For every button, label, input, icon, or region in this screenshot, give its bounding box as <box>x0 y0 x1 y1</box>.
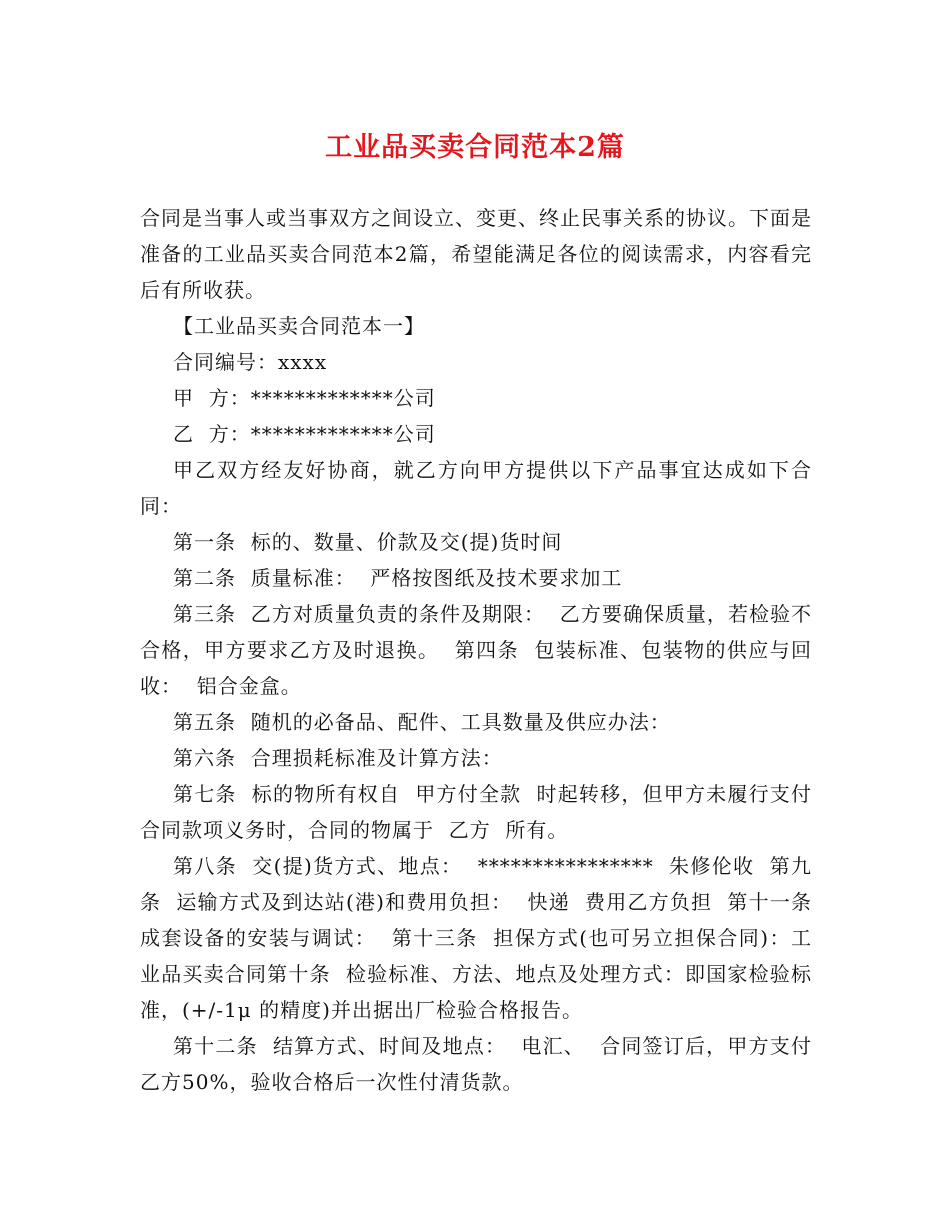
contract-number: 合同编号：xxxx <box>173 350 328 374</box>
clause-2: 第二条 质量标准： 严格按图纸及技术要求加工 <box>173 566 623 590</box>
clause-7: 第七条 标的物所有权自 甲方付全款 时起转移，但甲方未履行支付合同款项义务时，合同的物属于 乙方 所有。 <box>140 782 812 842</box>
agreement-preamble: 甲乙双方经友好协商，就乙方向甲方提供以下产品事宜达成如下合同： <box>140 458 812 518</box>
document-title: 工业品买卖合同范本2篇 <box>325 132 625 163</box>
document-body <box>140 200 827 1100</box>
clause-5: 第五条 随机的必备品、配件、工具数量及供应办法： <box>173 710 671 734</box>
intro-paragraph: 合同是当事人或当事双方之间设立、变更、终止民事关系的协议。下面是准备的工业品买卖合同范本2篇，希望能满足各位的阅读需求，内容看完后有所收获。 <box>140 206 812 302</box>
clause-1: 第一条 标的、数量、价款及交(提)货时间 <box>173 530 563 554</box>
clause-6: 第六条 合理损耗标准及计算方法： <box>173 746 503 770</box>
clause-3-4: 第三条 乙方对质量负责的条件及期限： 乙方要确保质量，若检验不合格，甲方要求乙方及时退换。 第四条 包装标准、包装物的供应与回收： 铝合金盒。 <box>140 602 812 698</box>
clause-8-9-10-11-13: 第八条 交(提)货方式、地点： **************** 朱修伦收 第九条 运输方式及到达站(港)和费用负担： 快递 费用乙方负担 第十一条 成套设备的安装与调试： 第十三条 担保方式(也可另立担保合同)：工业品买卖合同第十条 检验标准、方法、地点及处理方式：即国家检验标准，(+/-1μ 的精度)并出据出厂检验合格报告。 <box>140 854 827 1022</box>
party-a: 甲 方：*************公司 <box>173 386 436 410</box>
clause-12: 第十二条 结算方式、时间及地点： 电汇、 合同签订后，甲方支付乙方50%，验收合格后一次性付清货款。 <box>140 1034 812 1094</box>
section-heading-contract-one: 【工业品买卖合同范本一】 <box>173 314 425 338</box>
party-b: 乙 方：*************公司 <box>173 422 436 446</box>
